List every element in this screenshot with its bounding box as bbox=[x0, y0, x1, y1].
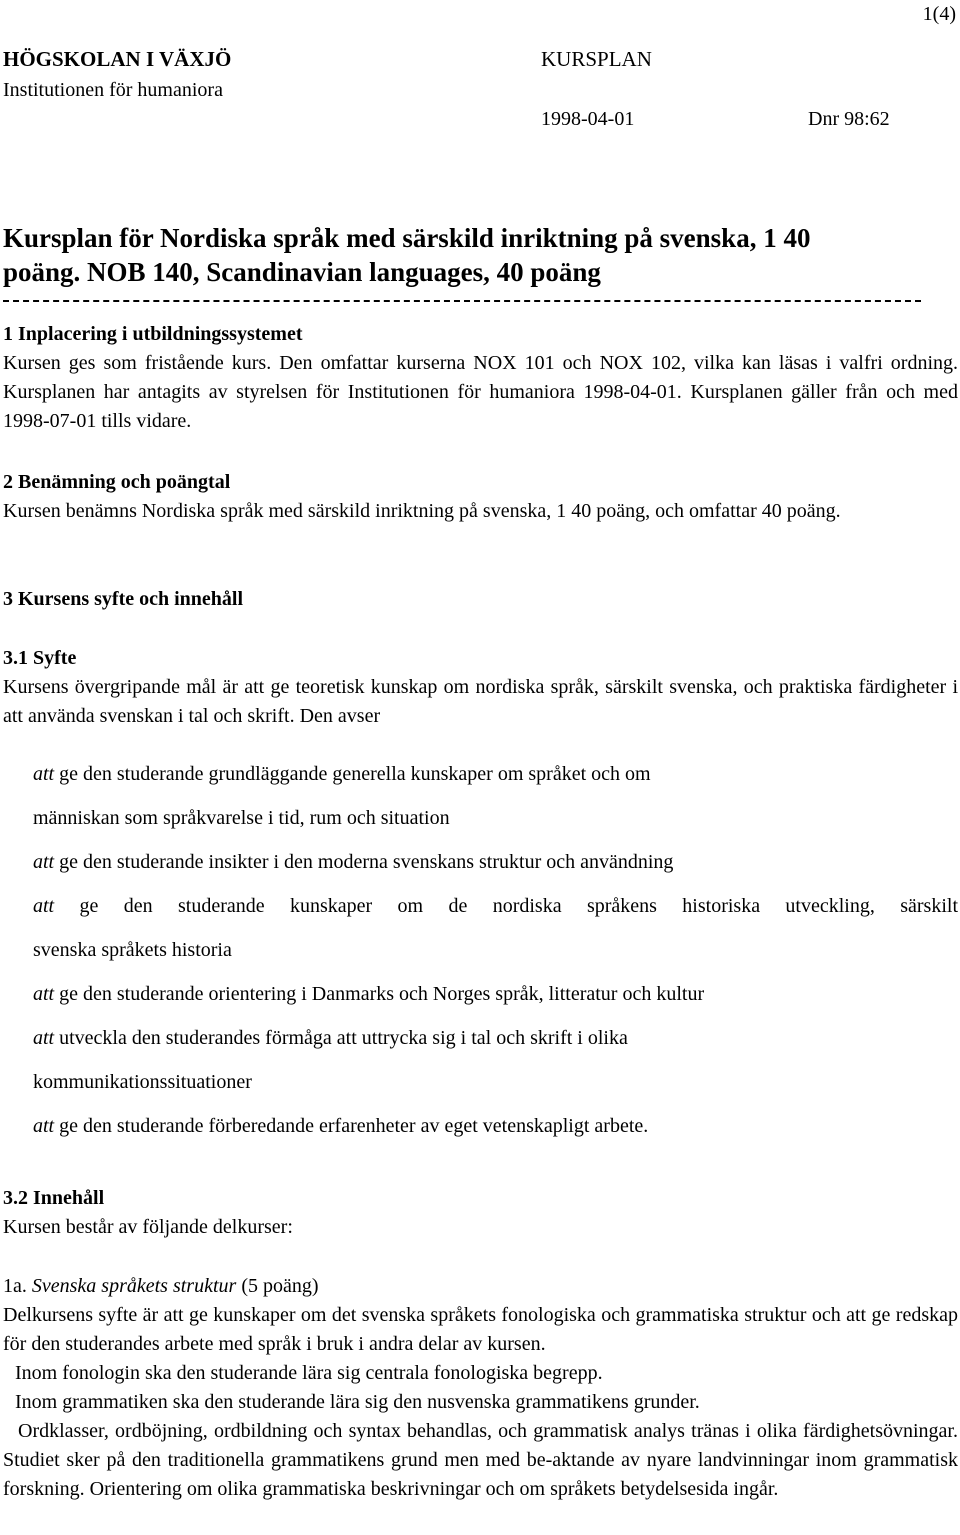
section-3-2-heading: 3.2 Innehåll bbox=[3, 1187, 105, 1209]
aim-item: att ge den studerande kunskaper om de nordiska språkens historiska utveckling, särskilt bbox=[33, 895, 958, 917]
department-name: Institutionen för humaniora bbox=[3, 79, 223, 101]
part-1-paragraph-1: Delkursens syfte är att ge kunskaper om det svenska språkets fonologiska och grammatiska struktur och att ge redskap för den studerandes arbete med språk i bruk i andra delar av kursen. bbox=[3, 1304, 958, 1355]
aim-item: att ge den studerande orientering i Danmarks och Norges språk, litteratur och kultur bbox=[33, 983, 705, 1005]
aim-item: att ge den studerande förberedande erfarenheter av eget vetenskapligt arbete. bbox=[33, 1115, 649, 1137]
section-3-2-intro: Kursen består av följande delkurser: bbox=[3, 1216, 293, 1238]
section-2-body: Kursen benämns Nordiska språk med särskild inriktning på svenska, 1 40 poäng, och omfattar 40 poäng. bbox=[3, 500, 841, 522]
page-number: 1(4) bbox=[922, 3, 956, 25]
aim-item: att ge den studerande grundläggande generella kunskaper om språket och om bbox=[33, 763, 651, 785]
section-1-heading: 1 Inplacering i utbildningssystemet bbox=[3, 323, 303, 345]
section-3-1-body: Kursens övergripande mål är att ge teoretisk kunskap om nordiska språk, särskilt svenska, och praktiska färdigheter i att använda svenskan i tal och skrift. Den avser bbox=[3, 676, 958, 727]
dashed-divider bbox=[3, 300, 921, 302]
section-1-body: Kursen ges som fristående kurs. Den omfattar kurserna NOX 101 och NOX 102, vilka kan läsas i valfri ordning. Kursplanen har antagits av styrelsen för Institutionen för humaniora 1998-04-01. Kursplanen gäller från och med 1998-07-01 tills vidare. bbox=[3, 352, 958, 432]
part-1-paragraph-2: Inom fonologin ska den studerande lära sig centrala fonologiska begrepp. bbox=[15, 1362, 603, 1384]
university-name: HÖGSKOLAN I VÄXJÖ bbox=[3, 47, 232, 71]
section-3-heading: 3 Kursens syfte och innehåll bbox=[3, 588, 244, 610]
document-type: KURSPLAN bbox=[541, 47, 652, 71]
aim-item: människan som språkvarelse i tid, rum och situation bbox=[33, 807, 450, 829]
section-2-heading: 2 Benämning och poängtal bbox=[3, 471, 231, 493]
title-line-2: poäng. NOB 140, Scandinavian languages, 40 poäng bbox=[3, 257, 601, 287]
aim-item: svenska språkets historia bbox=[33, 939, 232, 961]
part-1-paragraph-4: Ordklasser, ordböjning, ordbildning och syntax behandlas, och grammatisk analys tränas i olika färdighetsövningar. Studiet sker på den traditionella grammatikens grund men med be-aktande av nyare landvinningar inom grammatisk forskning. Orientering om olika grammatiska beskrivningar och om språkets betydelsesida ingår. bbox=[3, 1420, 958, 1500]
title-line-1: Kursplan för Nordiska språk med särskild inriktning på svenska, 1 40 bbox=[3, 223, 811, 253]
aim-item: kommunikationssituationer bbox=[33, 1071, 252, 1093]
aim-item: att ge den studerande insikter i den moderna svenskans struktur och användning bbox=[33, 851, 674, 873]
part-1-heading: 1a. Svenska språkets struktur (5 poäng) bbox=[3, 1275, 319, 1297]
registration-number: Dnr 98:62 bbox=[808, 108, 890, 130]
document-date: 1998-04-01 bbox=[541, 108, 635, 130]
section-3-1-heading: 3.1 Syfte bbox=[3, 647, 77, 669]
part-1-paragraph-3: Inom grammatiken ska den studerande lära sig den nusvenska grammatikens grunder. bbox=[15, 1391, 700, 1413]
aim-item: att utveckla den studerandes förmåga att uttrycka sig i tal och skrift i olika bbox=[33, 1027, 628, 1049]
